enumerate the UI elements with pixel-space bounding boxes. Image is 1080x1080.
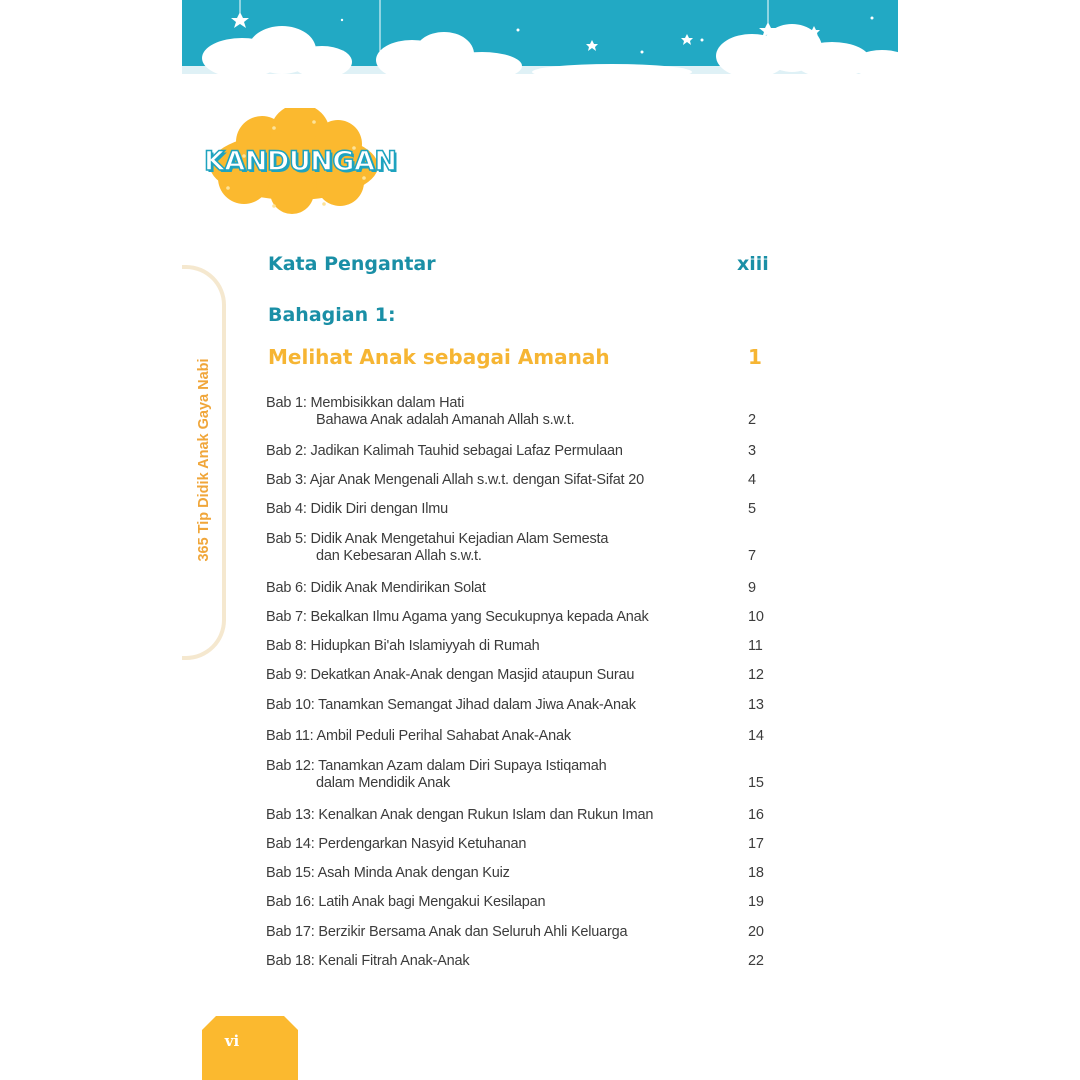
toc-entry bbox=[266, 807, 866, 824]
page-number: vi bbox=[224, 1032, 240, 1050]
toc-entry-page: 18 bbox=[748, 865, 764, 881]
toc-entry bbox=[266, 667, 866, 684]
toc-entry-title: Bab 10: Tanamkan Semangat Jihad dalam Jiwa Anak-Anak bbox=[266, 697, 636, 713]
toc-entry-title: Bab 15: Asah Minda Anak dengan Kuiz bbox=[266, 865, 510, 881]
toc-entry-title: Bab 12: Tanamkan Azam dalam Diri Supaya Istiqamah bbox=[266, 758, 607, 774]
contents-title: KANDUNGAN bbox=[204, 146, 397, 177]
toc-entry-page: 15 bbox=[748, 775, 764, 791]
toc-entry-page: 10 bbox=[748, 609, 764, 625]
toc-entry bbox=[266, 953, 866, 970]
foreword-page: xiii bbox=[737, 253, 769, 275]
toc-entry-page: 22 bbox=[748, 953, 764, 969]
toc-entry-page: 14 bbox=[748, 728, 764, 744]
toc-entry-page: 2 bbox=[748, 412, 756, 428]
toc-entry-page: 20 bbox=[748, 924, 764, 940]
toc-entry bbox=[266, 758, 866, 792]
toc-entry-page: 12 bbox=[748, 667, 764, 683]
toc-entry-title: Bab 11: Ambil Peduli Perihal Sahabat Anak-Anak bbox=[266, 728, 571, 744]
toc-entry bbox=[266, 472, 866, 489]
part-title: Melihat Anak sebagai Amanah bbox=[268, 345, 610, 369]
toc-entry-title: Bab 1: Membisikkan dalam Hati bbox=[266, 395, 465, 411]
toc-entry-page: 11 bbox=[748, 638, 763, 654]
toc-entry-page: 13 bbox=[748, 697, 764, 713]
toc-entry-page: 9 bbox=[748, 580, 756, 596]
toc-entry-title: Bab 3: Ajar Anak Mengenali Allah s.w.t. dengan Sifat-Sifat 20 bbox=[266, 472, 644, 488]
toc-entry-page: 7 bbox=[748, 548, 756, 564]
section-badge bbox=[204, 108, 397, 218]
toc-entry-title: Bab 17: Berzikir Bersama Anak dan Seluruh Ahli Keluarga bbox=[266, 924, 628, 940]
toc-entry bbox=[266, 728, 866, 745]
part-label: Bahagian 1: bbox=[268, 304, 396, 326]
toc-entry-page: 5 bbox=[748, 501, 756, 517]
toc-entry bbox=[266, 865, 866, 882]
toc-entry bbox=[266, 894, 866, 911]
sky-banner bbox=[182, 0, 898, 82]
toc-entry-page: 3 bbox=[748, 443, 756, 459]
toc-entry bbox=[266, 638, 866, 655]
part-page: 1 bbox=[748, 345, 762, 369]
foreword-title: Kata Pengantar bbox=[268, 253, 436, 275]
toc-entry-title: Bab 7: Bekalkan Ilmu Agama yang Secukupnya kepada Anak bbox=[266, 609, 649, 625]
book-title-vertical: 365 Tip Didik Anak Gaya Nabi bbox=[196, 358, 212, 562]
toc-entry-title: Bab 18: Kenali Fitrah Anak-Anak bbox=[266, 953, 470, 969]
toc-entry-title: Bab 8: Hidupkan Bi'ah Islamiyyah di Rumah bbox=[266, 638, 540, 654]
toc-entry bbox=[266, 580, 866, 597]
toc-entry-title: Bab 13: Kenalkan Anak dengan Rukun Islam dan Rukun Iman bbox=[266, 807, 654, 823]
toc-entry bbox=[266, 395, 866, 429]
toc-entry bbox=[266, 924, 866, 941]
toc-entry-title: Bab 5: Didik Anak Mengetahui Kejadian Alam Semesta bbox=[266, 531, 609, 547]
toc-entry bbox=[266, 836, 866, 853]
toc-entry-subtitle: dan Kebesaran Allah s.w.t. bbox=[316, 548, 482, 564]
toc-entry-title: Bab 16: Latih Anak bagi Mengakui Kesilapan bbox=[266, 894, 546, 910]
toc-entry bbox=[266, 609, 866, 626]
toc-entry-title: Bab 14: Perdengarkan Nasyid Ketuhanan bbox=[266, 836, 527, 852]
toc-entry bbox=[266, 501, 866, 518]
toc-entry-title: Bab 6: Didik Anak Mendirikan Solat bbox=[266, 580, 486, 596]
toc-entry-title: Bab 4: Didik Diri dengan Ilmu bbox=[266, 501, 448, 517]
toc-entry-page: 4 bbox=[748, 472, 756, 488]
toc-entry-title: Bab 9: Dekatkan Anak-Anak dengan Masjid ataupun Surau bbox=[266, 667, 635, 683]
toc-entry-page: 16 bbox=[748, 807, 764, 823]
toc-entry-page: 17 bbox=[748, 836, 764, 852]
toc-entry bbox=[266, 697, 866, 714]
toc-entry-subtitle: Bahawa Anak adalah Amanah Allah s.w.t. bbox=[316, 412, 575, 428]
toc-entry bbox=[266, 531, 866, 565]
cloud-decoration-icon bbox=[182, 0, 898, 82]
toc-entry bbox=[266, 443, 866, 460]
book-page bbox=[182, 0, 898, 1080]
toc-entry-subtitle: dalam Mendidik Anak bbox=[316, 775, 451, 791]
toc-entry-title: Bab 2: Jadikan Kalimah Tauhid sebagai Lafaz Permulaan bbox=[266, 443, 623, 459]
toc-entry-page: 19 bbox=[748, 894, 764, 910]
